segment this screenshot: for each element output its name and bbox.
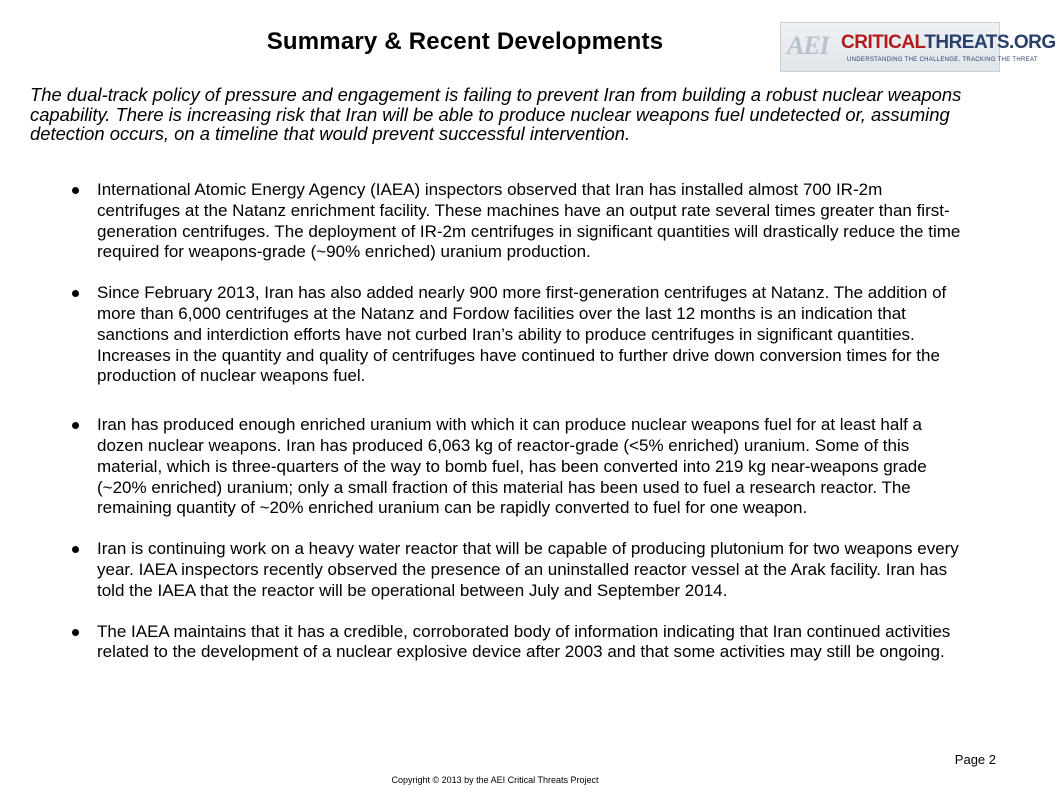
critical-threats-logo — [780, 22, 1056, 72]
bullet-icon — [72, 290, 79, 297]
bullet-text: Since February 2013, Iran has also added nearly 900 more first-generation centrifuges at Natanz. The addition of more than 6,000 centrifuges at the Natanz and Fordow facilities over the last 12 months is an indication that sanctions and interdiction efforts have not curbed Iran’s ability to produce centrifuges in significant quantities. Increases in the quantity and quality of centrifuges have continued to further drive down conversion times for the production of nuclear weapons fuel. — [97, 283, 947, 386]
bullet-list — [97, 180, 967, 683]
brand-part-1: CRITICAL — [841, 32, 925, 53]
bullet-icon — [72, 422, 79, 429]
page-number: Page 2 — [954, 752, 996, 767]
logo-tagline: UNDERSTANDING THE CHALLENGE. TRACKING THE THREAT — [847, 57, 1038, 63]
bullet-text: Iran has produced enough enriched uranium with which it can produce nuclear weapons fuel for at least half a dozen nuclear weapons. Iran has produced 6,063 kg of reactor-grade (<5% enriched) uranium. Some of this material, which is three-quarters of the way to bomb fuel, has been converted into 219 kg near-weapons grade (~20% enriched) uranium; only a small fraction of this material has been used to fuel a research reactor. The remaining quantity of ~20% enriched uranium can be rapidly converted to fuel for one weapon. — [97, 415, 927, 518]
bullet-icon — [72, 629, 79, 636]
list-item — [97, 415, 967, 519]
aei-logo-text: AEI — [787, 31, 829, 60]
brand-part-2: THREATS.ORG — [924, 32, 1056, 53]
copyright-notice: Copyright © 2013 by the AEI Critical Threats Project — [391, 775, 599, 785]
bullet-icon — [72, 187, 79, 194]
bullet-text: Iran is continuing work on a heavy water reactor that will be capable of producing plutonium for two weapons every year. IAEA inspectors recently observed the presence of an uninstalled reactor vessel at the Arak facility. Iran has told the IAEA that the reactor will be operational between July and September 2014. — [97, 539, 959, 600]
brand-name — [841, 32, 1056, 54]
list-item — [97, 622, 967, 664]
list-item — [97, 180, 967, 263]
bullet-text: The IAEA maintains that it has a credible, corroborated body of information indicating that Iran continued activities related to the development of a nuclear explosive device after 2003 and that some activities may still be ongoing. — [97, 621, 951, 662]
lead-paragraph: The dual-track policy of pressure and engagement is failing to prevent Iran from building a robust nuclear weapons capability. There is increasing risk that Iran will be able to produce nuclear weapons fuel undetected or, assuming detection occurs, on a timeline that would prevent successful intervention. — [30, 84, 962, 144]
bullet-text: International Atomic Energy Agency (IAEA) inspectors observed that Iran has installed almost 700 IR-2m centrifuges at the Natanz enrichment facility. These machines have an output rate several times greater than first-generation centrifuges. The deployment of IR-2m centrifuges in significant quantities will drastically reduce the time required for weapons-grade (~90% enriched) uranium production. — [97, 180, 961, 262]
list-item — [97, 539, 967, 601]
bullet-icon — [72, 546, 79, 553]
page-title: Summary & Recent Developments — [266, 28, 664, 55]
list-item — [97, 283, 967, 387]
